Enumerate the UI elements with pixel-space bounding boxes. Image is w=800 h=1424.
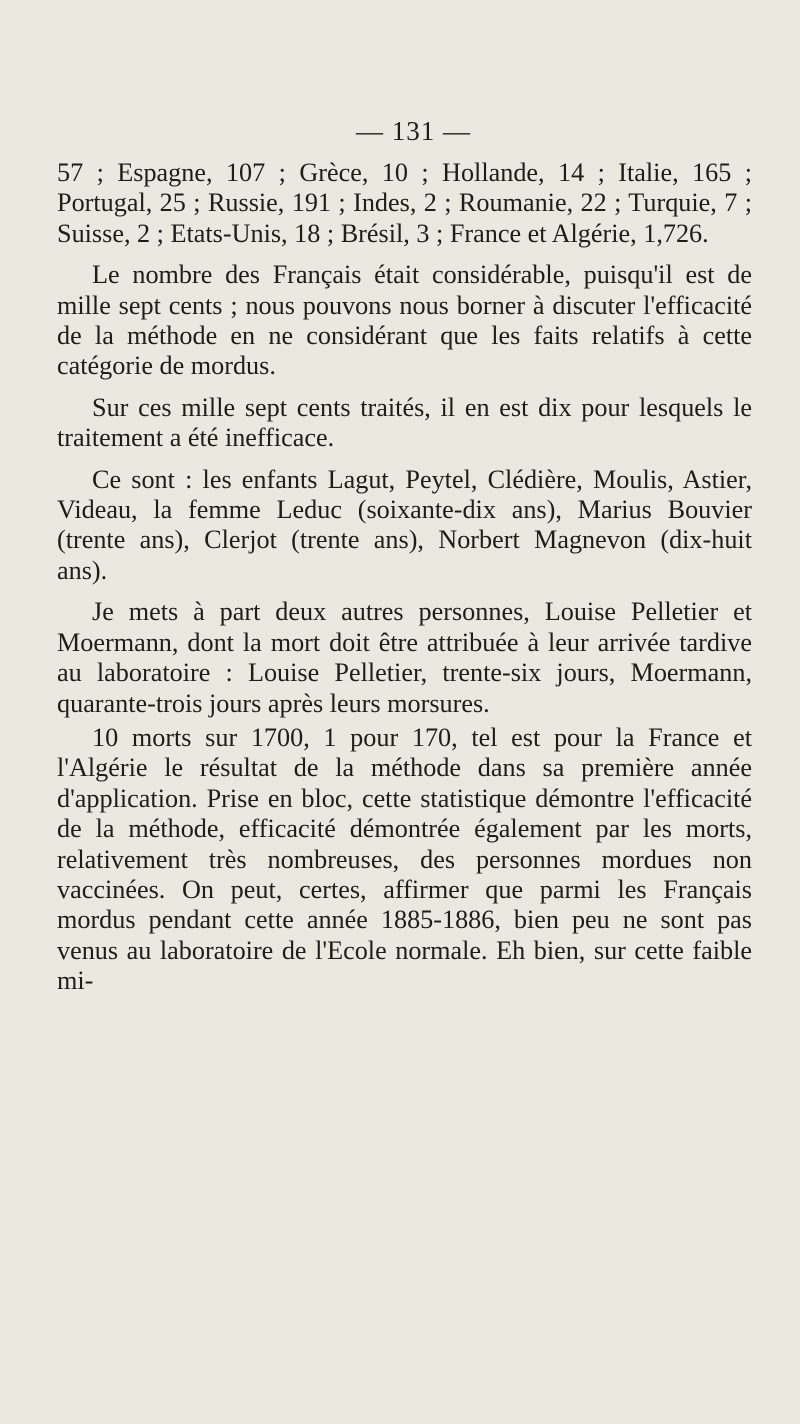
paragraph-6: 10 morts sur 1700, 1 pour 170, tel est pour la France et l'Algérie le résultat de la méthode dans sa première année d'application. Prise en bloc, cette statistique démontre l'efficacité de la méthode, efficacité démontrée également par les morts, relativement très nombreuses, des personnes mordues non vaccinées. On peut, certes, affirmer que parmi les Français mordus pendant cette année 1885-1886, bien peu ne sont pas venus au laboratoire de l'Ecole normale. Eh bien, sur cette faible mi- xyxy=(57,722,752,996)
paragraph-4: Ce sont : les enfants Lagut, Peytel, Clédière, Moulis, Astier, Videau, la femme Leduc (soixante-dix ans), Marius Bouvier (trente ans), Clerjot (trente ans), Norbert Magnevon (dix-huit ans). xyxy=(57,464,752,585)
paragraph-5: Je mets à part deux autres personnes, Louise Pelletier et Moermann, dont la mort doit être attribuée à leur arrivée tardive au laboratoire : Louise Pelletier, trente-six jours, Moermann, quarante-trois jours après leurs morsures. xyxy=(57,597,752,718)
paragraph-2: Le nombre des Français était considérable, puisqu'il est de mille sept cents ; nous pouvons nous borner à discuter l'efficacité de la méthode en ne considérant que les faits relatifs à cette catégorie de mordus. xyxy=(57,260,752,381)
paragraph-3: Sur ces mille sept cents traités, il en est dix pour lesquels le traitement a été inefficace. xyxy=(57,392,752,453)
paragraph-1: 57 ; Espagne, 107 ; Grèce, 10 ; Hollande, 14 ; Italie, 165 ; Portugal, 25 ; Russie, 191 ; Indes, 2 ; Roumanie, 22 ; Turquie, 7 ; Suisse, 2 ; Etats-Unis, 18 ; Brésil, 3 ; France et Algérie, 1,726. xyxy=(57,158,752,248)
page-number: — 131 — xyxy=(356,116,471,146)
